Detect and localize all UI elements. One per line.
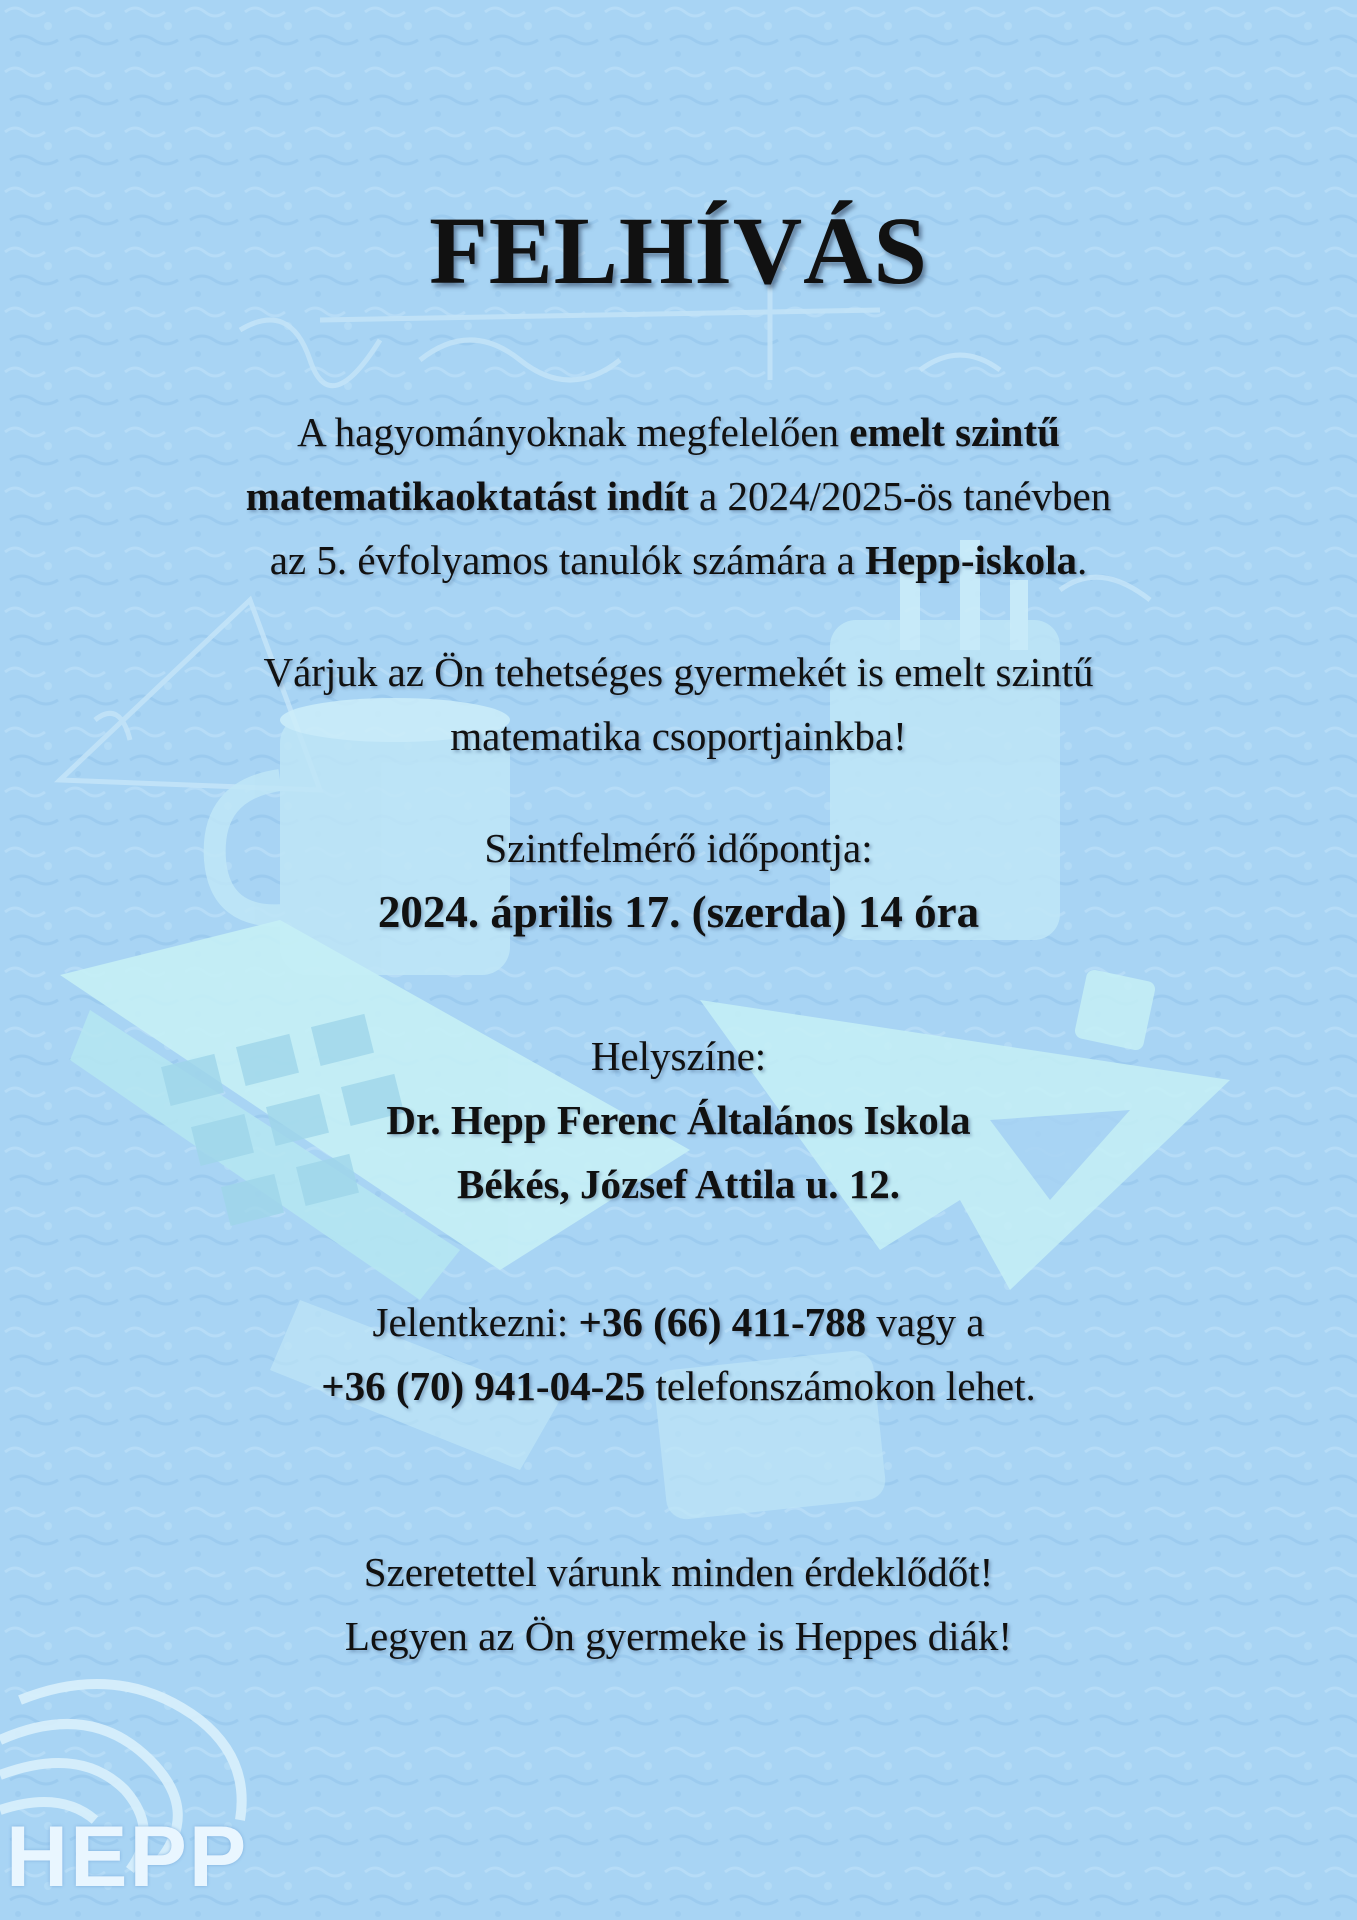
school-name-emphasis: Hepp-iskola — [865, 537, 1078, 583]
flyer-title: FELHÍVÁS — [429, 197, 928, 304]
phone-number-1: +36 (66) 411-788 — [578, 1299, 867, 1345]
intro-emphasis: matematikaoktatást indít — [245, 473, 689, 519]
contact-text: telefonszámokon lehet. — [645, 1363, 1036, 1409]
invite-line-2: matematika csoportjainkba! — [450, 713, 907, 759]
hepp-logo: HEPP — [6, 1809, 249, 1905]
intro-text: az 5. évfolyamos tanulók számára a — [269, 537, 866, 583]
contact-line-2 — [0, 1354, 1357, 1418]
intro-line-2 — [0, 464, 1357, 528]
venue-label: Helyszíne: — [590, 1033, 767, 1079]
intro-text: A hagyományoknak megfelelően — [297, 409, 850, 455]
closing-line-2: Legyen az Ön gyermeke is Heppes diák! — [344, 1613, 1013, 1659]
exam-date: 2024. április 17. (szerda) 14 óra — [377, 887, 980, 937]
intro-line-1 — [0, 400, 1357, 464]
intro-text: . — [1077, 537, 1088, 583]
venue-name: Dr. Hepp Ferenc Általános Iskola — [386, 1097, 971, 1143]
invite-line-1: Várjuk az Ön tehetséges gyermekét is emelt szintű — [263, 649, 1094, 695]
intro-emphasis: emelt szintű — [849, 409, 1060, 455]
phone-number-2: +36 (70) 941-04-25 — [321, 1363, 646, 1409]
contact-text: Jelentkezni: — [372, 1299, 579, 1345]
venue-address: Békés, József Attila u. 12. — [457, 1161, 900, 1207]
intro-text: a 2024/2025-ös tanévben — [688, 473, 1112, 519]
contact-text: vagy a — [866, 1299, 985, 1345]
exam-label: Szintfelmérő időpontja: — [484, 825, 873, 871]
intro-line-3 — [0, 528, 1357, 592]
closing-line-1: Szeretettel várunk minden érdeklődőt! — [363, 1549, 994, 1595]
contact-line-1 — [0, 1290, 1357, 1354]
